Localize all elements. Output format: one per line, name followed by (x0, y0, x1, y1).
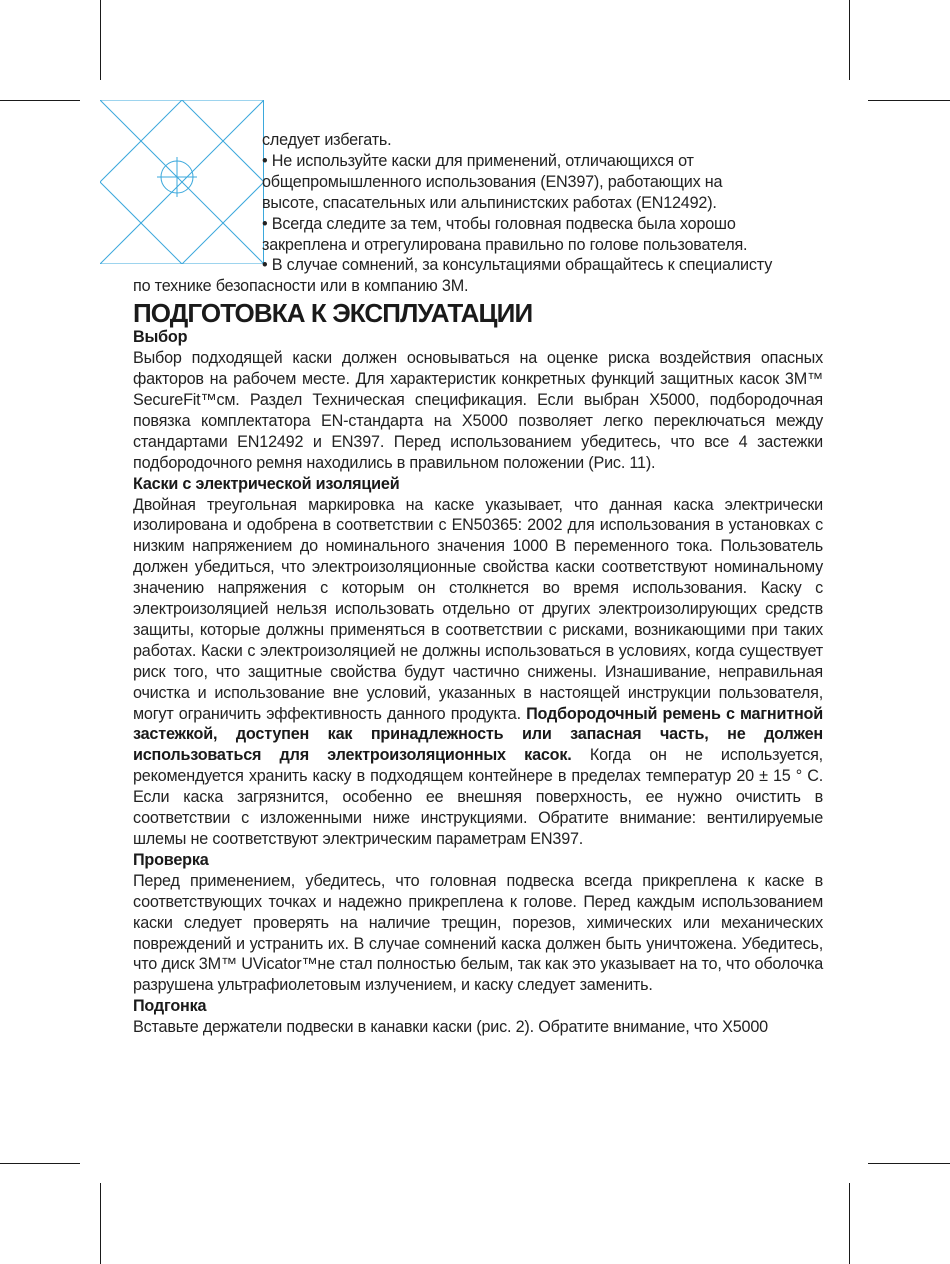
document-page (133, 130, 823, 1038)
electrical-text (133, 495, 823, 850)
electrical-text-b: Когда он не используется, рекомендуется хранить каску в подходящем контейнере в пределах температур 20 ± 15 ° C. Если каска загрязнится, особенно ее внешняя поверхность, ее нужно очистить в соответствии с изложенными ниже инструкциями. Обратите внимание: вентилируемые шлемы не соответствуют электрическим параметрам EN397. (133, 746, 823, 848)
electrical-text-a: Двойная треугольная маркировка на каске указывает, что данная каска электрически изолирована и одобрена в соответствии с EN50365: 2002 для использования в установках с низким напряжением до номинального значения 1000 В переменного тока. Пользователь должен убедиться, что электроизоляционные свойства каски соответствуют номинальному значению напряжения с которым он столкнется во время использования. Каску с электроизоляцией нельзя использовать отдельно от других электроизолирующих средств защиты, которые должны применяться в соответствии с рисками, возникающими при таких работах. Каски с электроизоляцией не должны использоваться в условиях, когда существует риск того, что защитные свойства будут частично снижены. Изнашивание, неправильная очистка и использование вне условий, указанных в настоящей инструкции пользователя, могут ограничить эффективность данного продукта. (133, 495, 823, 723)
fitting-text: Вставьте держатели подвески в канавки каски (рис. 2). Обратите внимание, что X5000 (133, 1018, 768, 1037)
intro-line-4: высоте, спасательных или альпинистских работах (EN12492). (262, 193, 717, 212)
intro-line-5: • Всегда следите за тем, чтобы головная подвеска была хорошо (262, 214, 736, 233)
intro-line-6: закреплена и отрегулирована правильно по голове пользователя. (262, 235, 748, 254)
selection-text: Выбор подходящей каски должен основываться на оценке риска воздействия опасных факторов на рабочем месте. Для характеристик конкретных функций защитных касок 3M™ SecureFit™см. Раздел Техническая спецификация. Если выбран X5000, подбородочная повязка комплектатора EN-стандарта на X5000 позволяет легко переключаться между стандартами EN12492 и EN397. Перед использованием убедитесь, что все 4 застежки подбородочного ремня находились в правильном положении (Рис. 11). (133, 349, 823, 472)
crop-mark-bottom-left-vertical (100, 1183, 101, 1264)
fitting-heading: Подгонка (133, 997, 207, 1016)
crop-mark-top-left-vertical (100, 0, 101, 80)
inspection-heading: Проверка (133, 850, 209, 869)
electrical-heading: Каски с электрической изоляцией (133, 474, 400, 493)
selection-heading: Выбор (133, 328, 188, 347)
crop-mark-bottom-left-horizontal (0, 1163, 80, 1164)
electrical-warning-bold: Подбородочный ремень с магнитной застежкой, доступен как принадлежность или запасная часть, не должен использоваться для электроизоляционных касок. (133, 704, 823, 765)
crop-mark-bottom-right-horizontal (868, 1163, 950, 1164)
intro-line-1: следует избегать. (262, 131, 392, 149)
crop-mark-bottom-right-vertical (849, 1183, 850, 1264)
crop-mark-top-right-vertical (849, 0, 850, 80)
intro-line-3: общепромышленного использования (EN397), работающих на (262, 172, 723, 191)
intro-line-7: • В случае сомнений, за консультациями обращайтесь к специалисту (262, 256, 773, 275)
intro-line-2: • Не используйте каски для применений, отличающихся от (262, 151, 694, 170)
crop-mark-top-right-horizontal (868, 100, 950, 101)
crop-mark-top-left-horizontal (0, 100, 80, 101)
intro-line-8: по технике безопасности или в компанию 3M. (133, 277, 469, 296)
section-title: ПОДГОТОВКА К ЭКСПЛУАТАЦИИ (133, 298, 533, 329)
inspection-text: Перед применением, убедитесь, что головная подвеска всегда прикреплена к каске в соответствующих точках и надежно прикреплена к голове. Перед каждым использованием каски следует проверять на наличие трещин, порезов, химических или механических повреждений и устранить их. В случае сомнений каска должен быть уничтожена. Убедитесь, что диск 3M™ UVicator™не стал полностью белым, так как это указывает на то, что оболочка разрушена ультрафиолетовым излучением, и каску следует заменить. (133, 871, 823, 995)
